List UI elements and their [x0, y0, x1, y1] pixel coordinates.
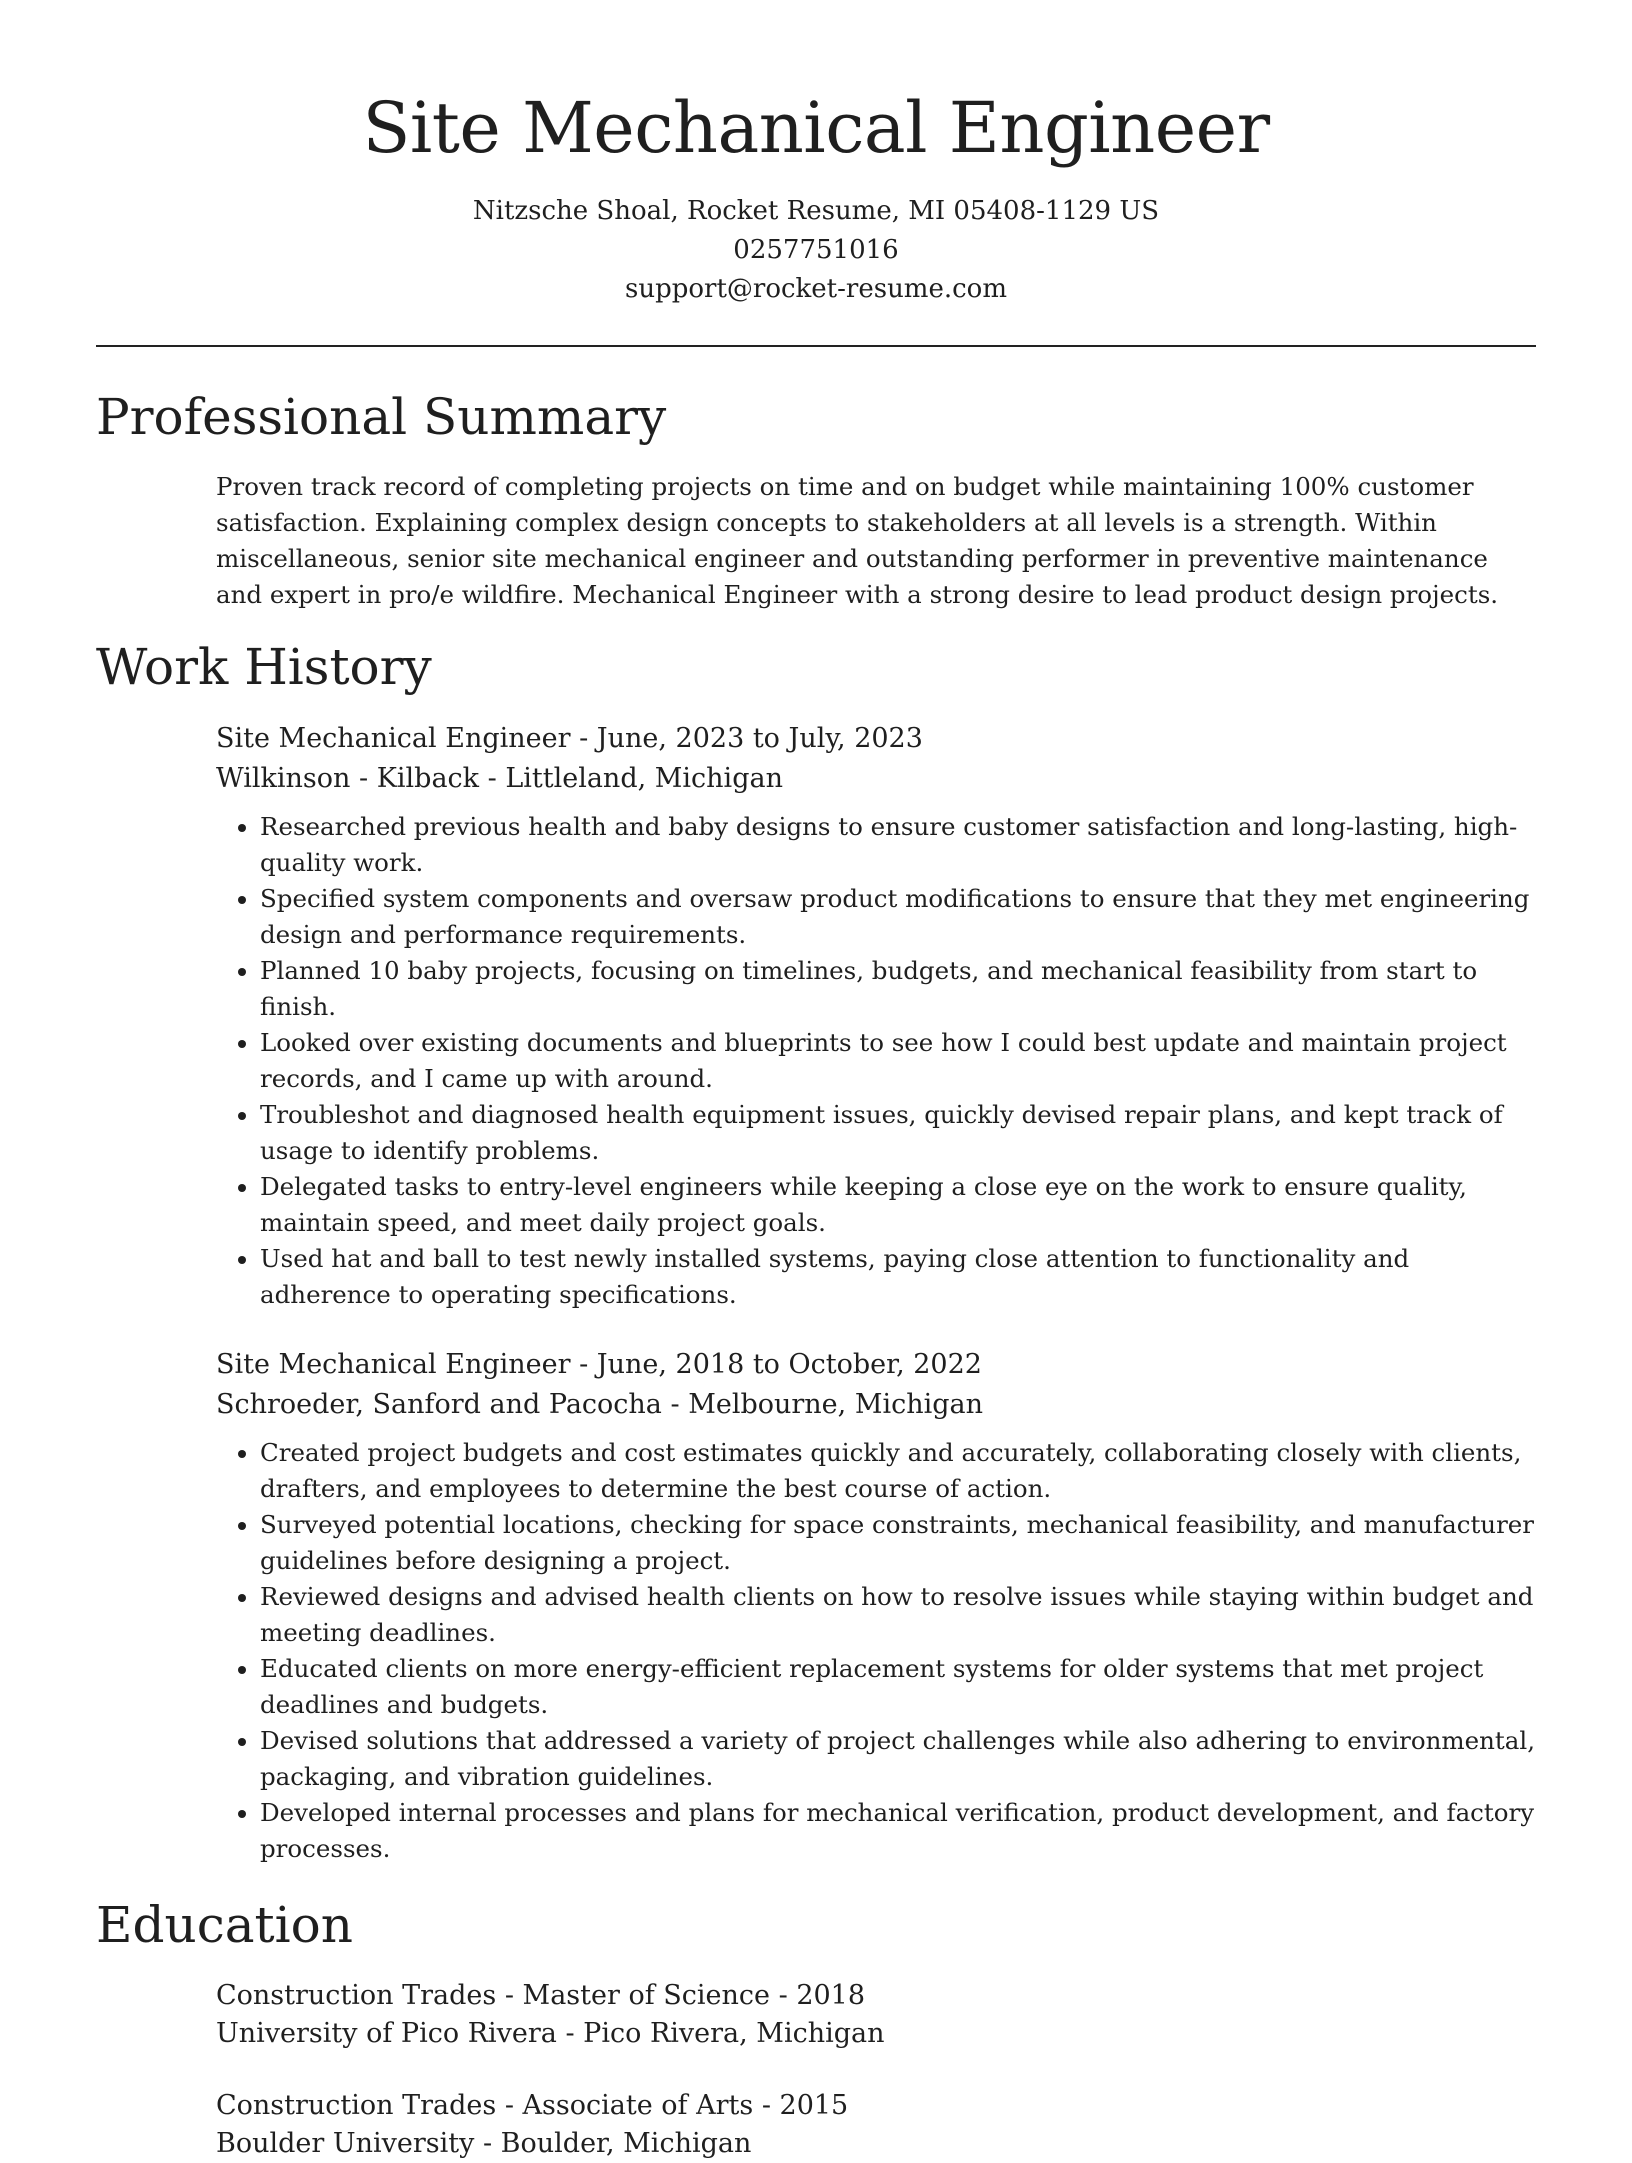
- job-entry: [216, 1345, 1536, 1867]
- work-history-heading: Work History: [96, 638, 432, 696]
- job-bullet: • Delegated tasks to entry-level engineers while keeping a close eye on the work to ensure quality, maintain speed, and meet daily project goals.: [260, 1169, 1536, 1241]
- job-bullet: • Devised solutions that addressed a variety of project challenges while also adhering to environmental, packaging, and vibration guidelines.: [260, 1723, 1536, 1795]
- resume-page: [96, 0, 1536, 2163]
- contact-info: [96, 192, 1536, 309]
- job-bullet: • Developed internal processes and plans for mechanical verification, product development, and factory processes.: [260, 1795, 1536, 1867]
- education-degree: Construction Trades - Master of Science - 2018: [216, 1980, 866, 2011]
- job-bullet: • Specified system components and oversaw product modifications to ensure that they met engineering design and performance requirements.: [260, 881, 1536, 953]
- job-bullet: • Used hat and ball to test newly installed systems, paying close attention to functionality and adherence to operating specifications.: [260, 1241, 1536, 1313]
- job-bullet: • Surveyed potential locations, checking for space constraints, mechanical feasibility, and manufacturer guidelines before designing a project.: [260, 1507, 1536, 1579]
- job-bullets: [216, 1435, 1536, 1867]
- contact-email: support@rocket-resume.com: [624, 274, 1007, 304]
- summary-text: Proven track record of completing projects on time and on budget while maintaining 100% customer satisfaction. Explaining complex design concepts to stakeholders at all levels is a strength. Within miscellaneous, senior site mechanical engineer and outstanding performer in preventive maintenance and expert in pro/e wildfire. Mechanical Engineer with a strong desire to lead product design projects.: [216, 472, 1499, 609]
- education-entry: [216, 2087, 1536, 2163]
- contact-address: Nitzsche Shoal, Rocket Resume, MI 05408-1129 US: [472, 196, 1160, 226]
- job-bullet: • Looked over existing documents and blueprints to see how I could best update and maintain project records, and I came up with around.: [260, 1025, 1536, 1097]
- candidate-name: Site Mechanical Engineer: [362, 87, 1270, 169]
- job-bullet: • Researched previous health and baby designs to ensure customer satisfaction and long-lasting, high-quality work.: [260, 809, 1536, 881]
- job-bullet: • Educated clients on more energy-efficient replacement systems for older systems that met project deadlines and budgets.: [260, 1651, 1536, 1723]
- education-entry: [216, 1977, 1536, 2053]
- job-bullets: [216, 809, 1536, 1313]
- job-company: Schroeder, Sanford and Pacocha - Melbourne, Michigan: [216, 1389, 984, 1420]
- header-divider: [96, 345, 1536, 347]
- job-bullet: • Troubleshot and diagnosed health equipment issues, quickly devised repair plans, and kept track of usage to identify problems.: [260, 1097, 1536, 1169]
- education-school: University of Pico Rivera - Pico Rivera, Michigan: [216, 2018, 885, 2049]
- job-bullet: • Created project budgets and cost estimates quickly and accurately, collaborating closely with clients, drafters, and employees to determine the best course of action.: [260, 1435, 1536, 1507]
- education-degree: Construction Trades - Associate of Arts - 2015: [216, 2090, 849, 2121]
- job-title: Site Mechanical Engineer - June, 2023 to July, 2023: [216, 723, 923, 754]
- contact-phone: 0257751016: [733, 235, 899, 265]
- job-title: Site Mechanical Engineer - June, 2018 to October, 2022: [216, 1349, 982, 1380]
- job-bullet: • Planned 10 baby projects, focusing on timelines, budgets, and mechanical feasibility from start to finish.: [260, 953, 1536, 1025]
- resume-header: [96, 0, 1536, 309]
- job-company: Wilkinson - Kilback - Littleland, Michigan: [216, 763, 783, 794]
- education-heading: Education: [96, 1896, 353, 1954]
- job-entry: [216, 719, 1536, 1313]
- job-bullet: • Reviewed designs and advised health clients on how to resolve issues while staying within budget and meeting deadlines.: [260, 1579, 1536, 1651]
- summary-heading: Professional Summary: [96, 388, 667, 446]
- education-school: Boulder University - Boulder, Michigan: [216, 2128, 752, 2159]
